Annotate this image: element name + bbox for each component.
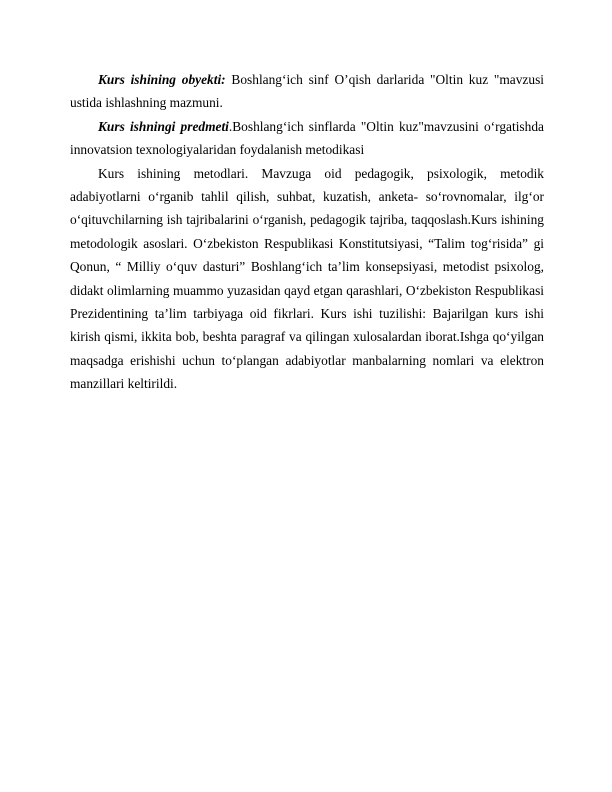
document-page xyxy=(70,68,544,396)
paragraph-subject xyxy=(70,115,544,162)
subject-label: Kurs ishningi predmeti xyxy=(98,118,229,134)
subject-text: .Boshlang‘ich sinflarda "Oltin kuz"mavzusini o‘rgatishda innovatsion texnologiyalaridan foydalanish metodikasi xyxy=(70,118,544,158)
object-label: Kurs ishining obyekti: xyxy=(98,72,226,87)
object-text: Boshlang‘ich sinf O’qish darlarida "Oltin kuz "mavzusi ustida ishlashning mazmuni. xyxy=(70,72,545,111)
methods-text: Kurs ishining metodlari. Mavzuga oid pedagogik, psixologik, metodik adabiyotlarni o‘rganib tahlil qilish, suhbat, kuzatish, anketa- so‘rovnomalar, ilg‘or o‘qituvchilarning ish tajribalarini o‘rganish, pedagogik tajriba, taqqoslash.Kurs ishining metodologik asoslari. O‘zbekiston Respublikasi Konstitutsiyasi, “Talim tog‘risida” gi Qonun, “ Milliy o‘quv dasturi” Boshlang‘ich ta’lim konsepsiyasi, metodist psixolog, didakt olimlarning muammo yuzasidan qayd etgan qarashlari, O‘zbekiston Respublikasi Prezidentining ta’lim tarbiyaga oid fikrlari. Kurs ishi tuzilishi: Bajarilgan kurs ishi kirish qismi, ikkita bob, beshta paragraf va qilingan xulosalardan iborat.Ishga qo‘yilgan maqsadga erishishi uchun to‘plangan adabiyotlar manbalarning nomlari va elektron manzillari keltirildi. xyxy=(70,165,544,392)
paragraph-methods xyxy=(70,162,544,396)
paragraph-object xyxy=(70,68,544,115)
